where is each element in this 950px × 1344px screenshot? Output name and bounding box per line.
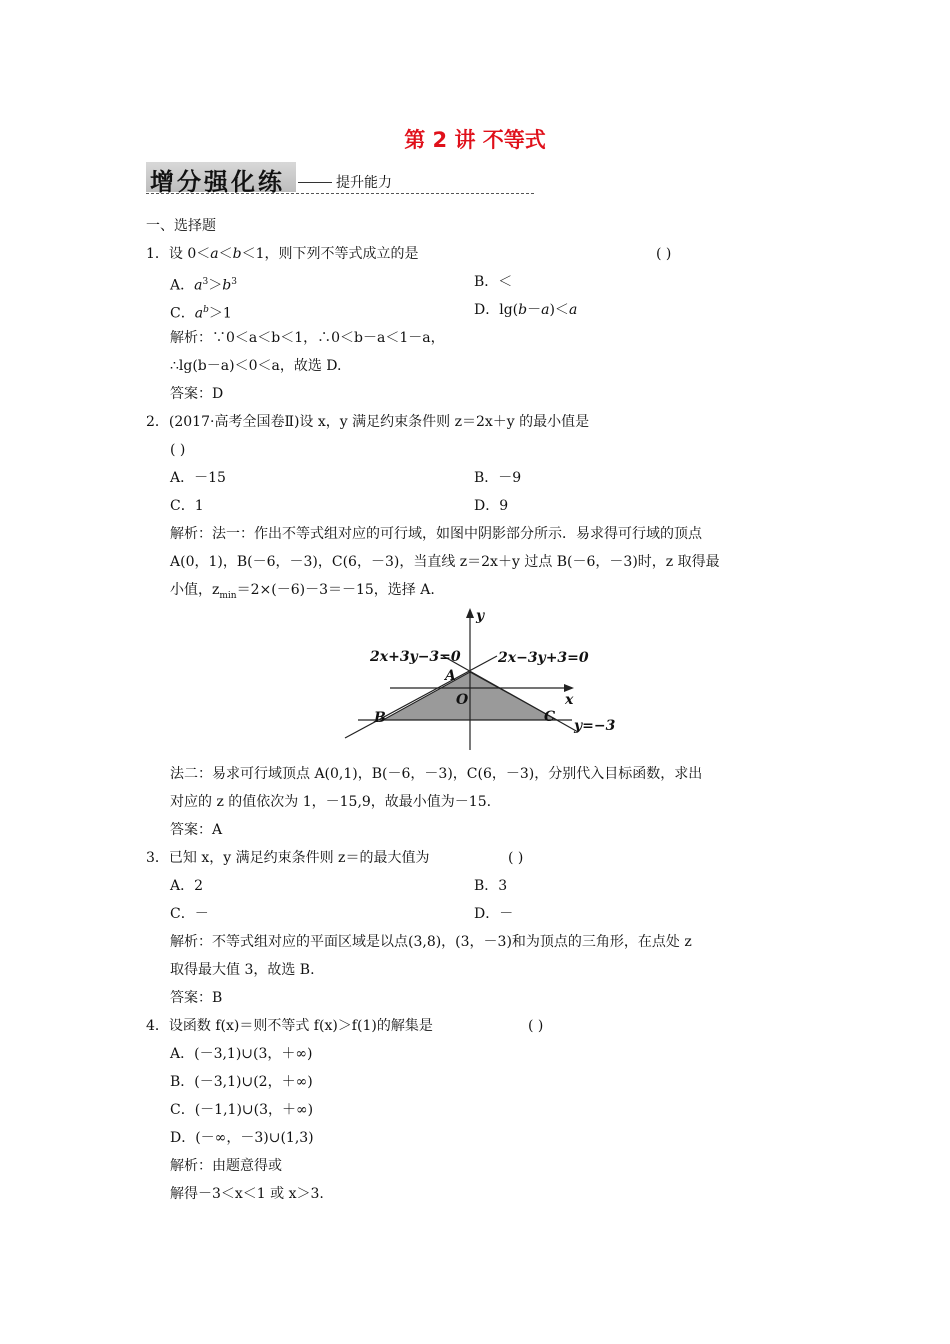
q2-option-d: D．9 [474, 498, 509, 514]
q2-sol3-a: 小值，z [170, 582, 220, 598]
q2-solution-5: 对应的 z 的值依次为 1，－15,9，故最小值为－15. [170, 794, 492, 810]
q4-option-b: B．(－3,1)∪(2，＋∞) [170, 1074, 313, 1090]
q4-option-c: C．(－1,1)∪(3，＋∞) [170, 1102, 314, 1118]
label-B: B [374, 710, 386, 726]
banner-dashed-line [146, 193, 534, 194]
q2-solution-2: A(0，1)，B(－6，－3)，C(6，－3)，当直线 z＝2x＋y 过点 B(－6，－3)时，z 取得最 [170, 554, 720, 570]
label-line1: 2x+3y−3=0 [370, 649, 461, 665]
page-title: 第 2 讲 不等式 [404, 128, 546, 152]
q1-option-a: A．$a^3>b^3$ [170, 277, 237, 294]
q3-option-c: C．－ [170, 906, 209, 922]
y-axis-arrow [466, 608, 474, 618]
x-axis-arrow [564, 684, 574, 692]
q1-opt-d-tail: )＜ [549, 302, 569, 318]
q1-stem-a: 1．设 0＜ [146, 246, 211, 262]
section-banner [146, 160, 534, 196]
q1-solution-2: ∴lg(b－a)＜0＜a，故选 D. [170, 358, 342, 374]
q1-paren: ( ) [656, 246, 672, 262]
q1-stem: 1．设 0＜a＜b＜1，则下列不等式成立的是 [146, 246, 419, 262]
banner-sub: 提升能力 [336, 175, 392, 191]
banner-main: 增分强化练 [150, 168, 285, 196]
q3-option-d: D．－ [474, 906, 514, 922]
q3-answer: 答案：B [170, 990, 223, 1006]
q4-stem: 4．设函数 f(x)＝则不等式 f(x)＞f(1)的解集是 [146, 1018, 433, 1034]
q1-opt-c-label: C． [170, 305, 195, 322]
q1-stem-c: ＜1，则下列不等式成立的是 [241, 246, 419, 262]
q4-option-d: D．(－∞，－3)∪(1,3) [170, 1130, 314, 1146]
label-x: x [565, 692, 574, 708]
q1-opt-d-label: D．lg( [474, 302, 519, 318]
section-heading: 一、选择题 [146, 218, 216, 234]
q3-option-a: A．2 [170, 878, 204, 894]
q3-stem: 3．已知 x，y 满足约束条件则 z＝的最大值为 [146, 850, 430, 866]
q2-sol3-b: ＝2×(－6)－3＝－15，选择 A. [236, 582, 435, 598]
label-line2: 2x−3y+3=0 [498, 650, 589, 666]
q4-option-a: A．(－3,1)∪(3，＋∞) [170, 1046, 313, 1062]
q3-option-b: B．3 [474, 878, 508, 894]
label-C: C [544, 709, 556, 725]
q4-solution-2: 解得－3＜x＜1 或 x＞3. [170, 1186, 324, 1202]
q1-opt-c-tail: ＞1 [208, 305, 232, 322]
label-O: O [456, 692, 469, 708]
q1-opt-a-gt: ＞ [208, 277, 223, 294]
q2-stem: 2．(2017·高考全国卷Ⅱ)设 x，y 满足约束条件则 z＝2x＋y 的最小值是 [146, 414, 590, 430]
q2-option-c: C．1 [170, 498, 204, 514]
q2-option-a: A．－15 [170, 470, 226, 486]
q2-solution-3 [170, 580, 435, 606]
banner-dash [298, 182, 332, 183]
q1-answer: 答案：D [170, 386, 224, 402]
q1-option-b: B．＜ [474, 274, 513, 290]
q2-paren: ( ) [170, 442, 186, 458]
q4-solution-1: 解析：由题意得或 [170, 1158, 282, 1174]
label-line3: y=−3 [574, 718, 616, 734]
q2-sol3-sub: min [219, 590, 237, 601]
q3-solution-1: 解析：不等式组对应的平面区域是以点(3,8)，(3，－3)和为顶点的三角形，在点处 z [170, 934, 692, 950]
q4-paren: ( ) [528, 1018, 544, 1034]
feasible-region-graph [340, 604, 620, 754]
label-A: A [445, 668, 456, 684]
q2-solution-4: 法二：易求可行域顶点 A(0,1)，B(－6，－3)，C(6，－3)，分别代入目标函数，求出 [170, 766, 703, 782]
q1-opt-a-label: A． [170, 277, 195, 294]
q2-solution-1: 解析：法一：作出不等式组对应的可行域，如图中阴影部分所示．易求得可行域的顶点 [170, 526, 702, 542]
label-y: y [476, 608, 485, 624]
q2-answer: 答案：A [170, 822, 223, 838]
q1-option-d: D．lg(b－a)＜a [474, 302, 578, 318]
q3-solution-2: 取得最大值 3，故选 B. [170, 962, 315, 978]
q1-option-c: C．$a^b>1$ [170, 305, 232, 322]
q1-solution-1: 解析：∵0＜a＜b＜1，∴0＜b－a＜1－a， [170, 330, 445, 346]
q3-paren: ( ) [508, 850, 524, 866]
q2-option-b: B．－9 [474, 470, 522, 486]
q1-stem-b: ＜ [218, 246, 233, 262]
